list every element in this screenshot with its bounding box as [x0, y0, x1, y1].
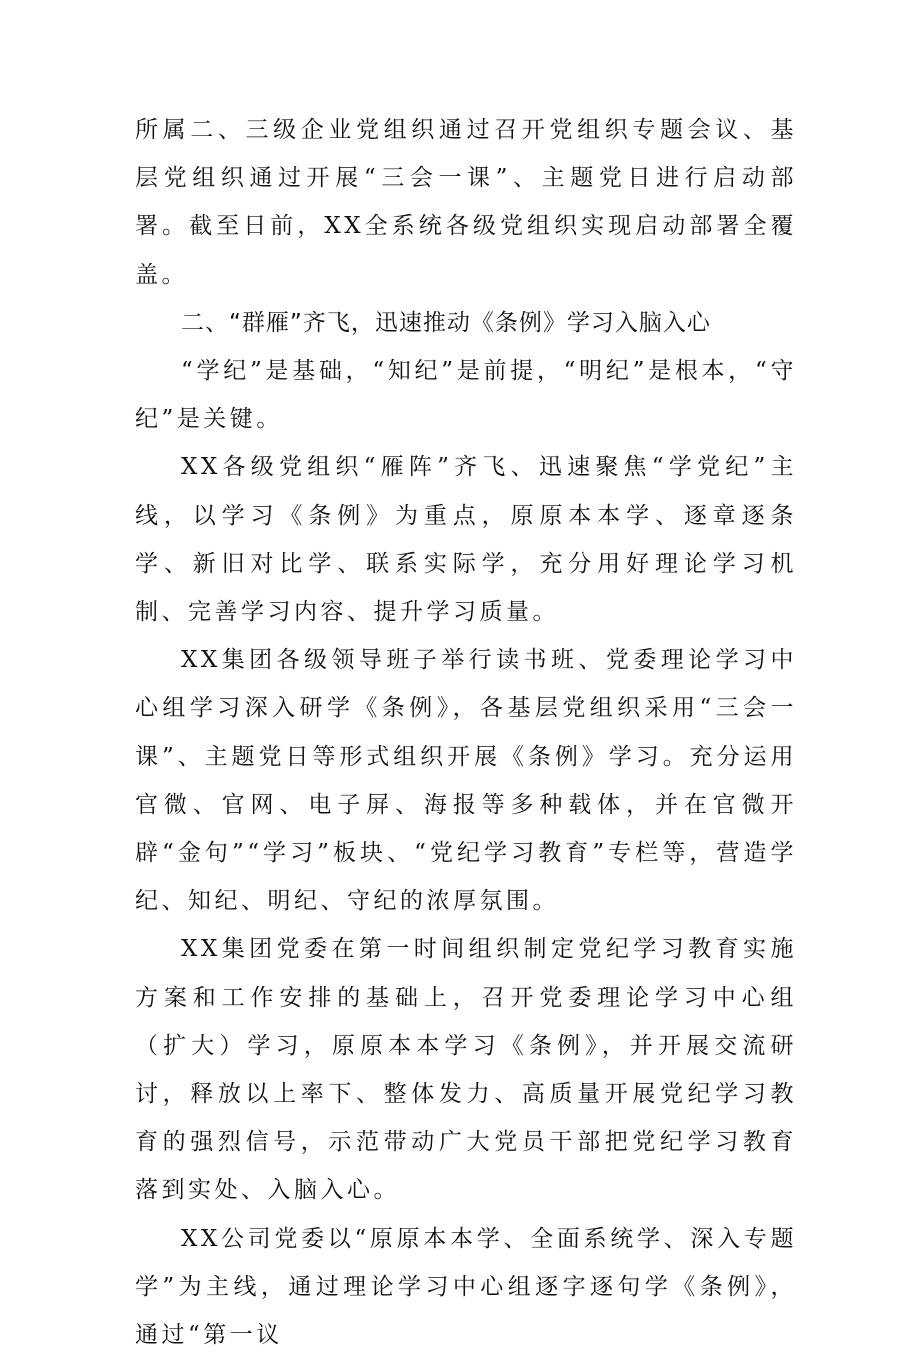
document-body	[135, 106, 797, 1359]
paragraph-study-focus: XX各级党组织“雁阵”齐飞、迅速聚焦“学党纪”主线，以学习《条例》为重点，原原本本学、逐章逐条学、新旧对比学、联系实际学，充分用好理论学习机制、完善学习内容、提升学习质量。	[135, 454, 797, 626]
paragraph-continuation: 所属二、三级企业党组织通过召开党组织专题会议、基层党组织通过开展“三会一课”、主题党日进行启动部署。截至日前，XX全系统各级党组织实现启动部署全覆盖。	[135, 117, 797, 288]
paragraph-intro: “学纪”是基础，“知纪”是前提，“明纪”是根本，“守纪”是关键。	[135, 358, 797, 433]
paragraph-group-leadership: XX集团各级领导班子举行读书班、党委理论学习中心组学习深入研学《条例》，各基层党组织采用“三会一课”、主题党日等形式组织开展《条例》学习。充分运用官微、官网、电子屏、海报等多种载体，并在官微开辟“金句”“学习”板块、“党纪学习教育”专栏等，营造学纪、知纪、明纪、守纪的浓厚氛围。	[135, 647, 797, 915]
paragraph-company-committee: XX公司党委以“原原本本学、全面系统学、深入专题学”为主线，通过理论学习中心组逐字逐句学《条例》，通过“第一议	[135, 1225, 797, 1349]
paragraph-group-committee: XX集团党委在第一时间组织制定党纪学习教育实施方案和工作安排的基础上，召开党委理论学习中心组（扩大）学习，原原本本学习《条例》，并开展交流研讨，释放以上率下、整体发力、高质量开展党纪学习教育的强烈信号，示范带动广大党员干部把党纪学习教育落到实处、入脑入心。	[135, 936, 797, 1204]
section-heading: 二、“群雁”齐飞，迅速推动《条例》学习入脑入心	[181, 309, 711, 336]
